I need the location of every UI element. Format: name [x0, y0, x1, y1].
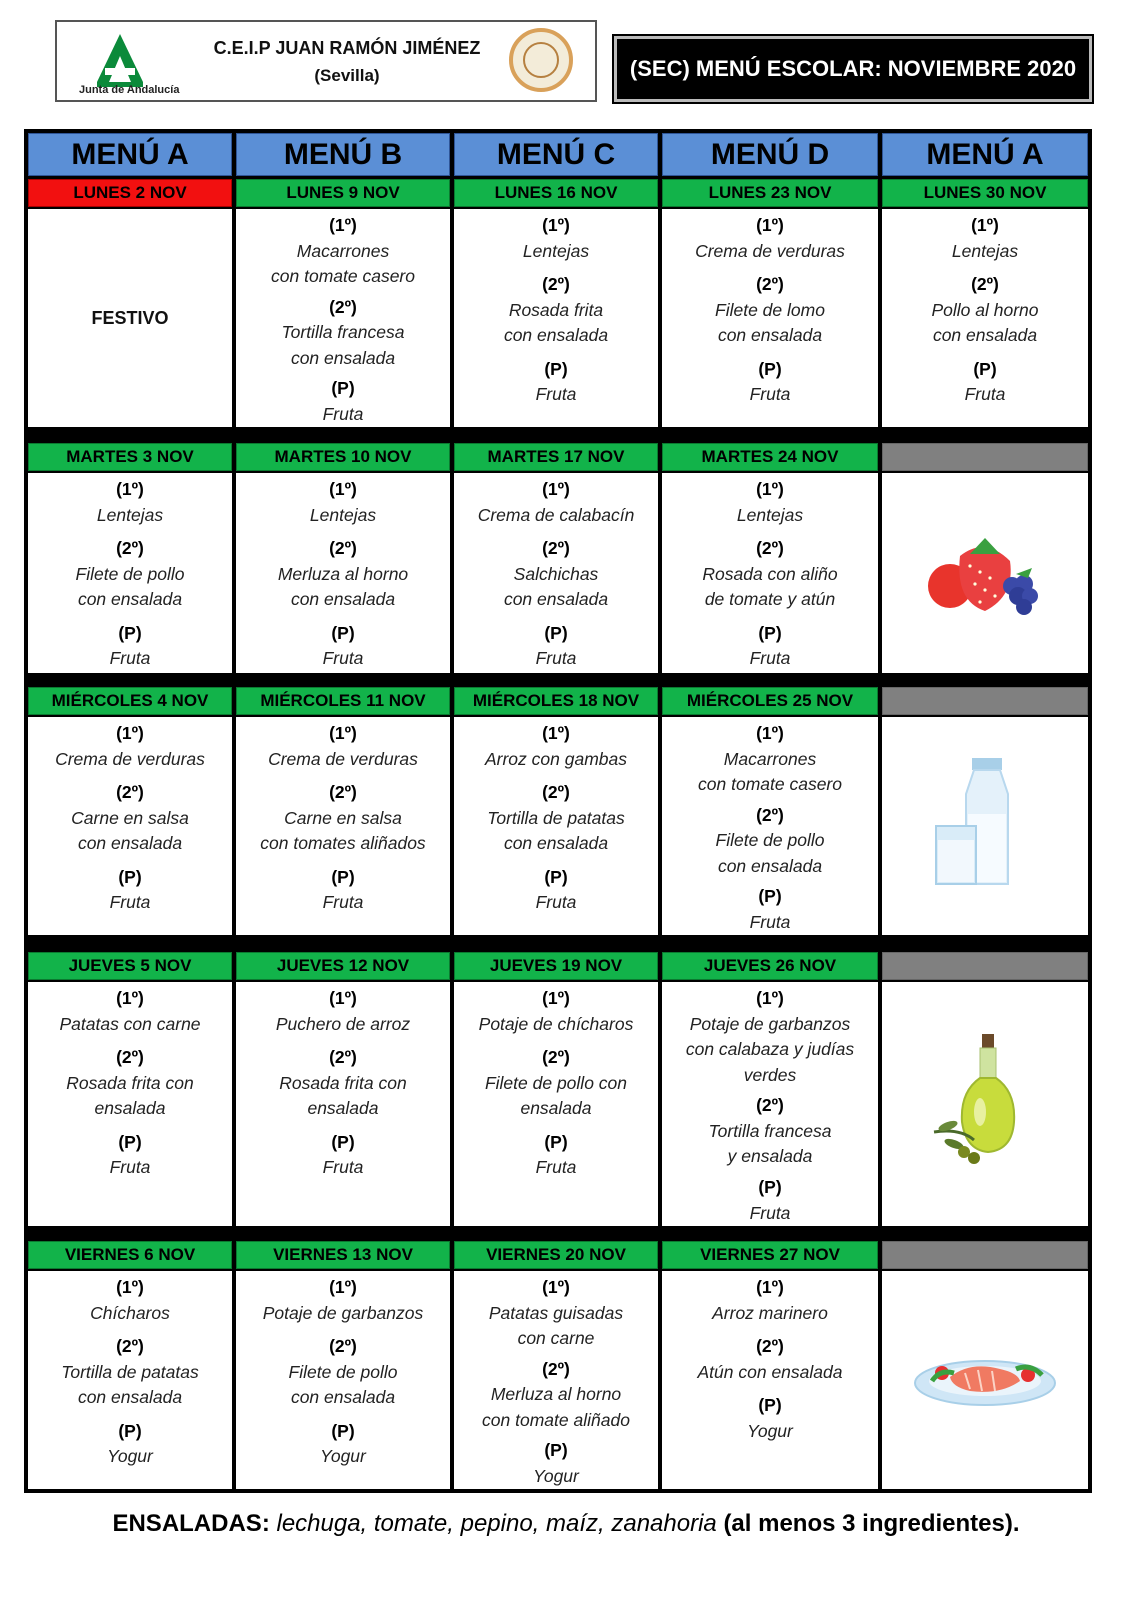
course-label: (2º): [542, 782, 570, 802]
day-header: LUNES 16 NOV: [454, 179, 658, 207]
dish-text: Fruta: [749, 1202, 791, 1223]
course-label: (1º): [329, 215, 357, 235]
course-label: (P): [758, 1177, 782, 1197]
dish-text: Fruta: [535, 892, 577, 912]
dish-text: con ensalada: [290, 589, 396, 609]
dish-text: Tortilla francesa: [281, 322, 405, 342]
dish-text: Salchichas: [513, 563, 599, 584]
course-label: (P): [758, 622, 782, 643]
dish-text: Rosada con aliño: [702, 563, 838, 584]
footer-note: (al menos 3 ingredientes).: [723, 1510, 1020, 1537]
school-city: (Sevilla): [314, 66, 380, 85]
course-label: (2º): [542, 1358, 570, 1379]
logo-caption: Junta de Andalucía: [79, 84, 180, 96]
dish-text: Arroz marinero: [712, 1302, 828, 1323]
day-header: MARTES 10 NOV: [236, 443, 450, 471]
dish-text: Fruta: [322, 1157, 364, 1177]
dish-text: Rosada frita: [508, 299, 604, 320]
course-label: (P): [118, 866, 142, 887]
dish-text: Yogur: [320, 1446, 366, 1466]
day-header: MIÉRCOLES 25 NOV: [662, 687, 878, 715]
dish-text: Macarrones: [296, 240, 390, 261]
dish-text: y ensalada: [727, 1146, 813, 1167]
course-label: (2º): [329, 538, 357, 558]
day-header-empty: [882, 1241, 1088, 1269]
course-label: (1º): [756, 988, 784, 1008]
course-label: (P): [331, 1131, 355, 1152]
course-label: (1º): [116, 479, 144, 499]
course-label: (P): [758, 886, 782, 906]
dish-text: Pollo al horno: [931, 299, 1039, 320]
dish-text: Tortilla de patatas: [61, 1361, 199, 1382]
course-label: (P): [118, 1131, 142, 1152]
course-label: (2º): [329, 1047, 357, 1067]
menu-cell: [454, 473, 658, 673]
day-header: VIERNES 13 NOV: [236, 1241, 450, 1269]
day-header: LUNES 30 NOV: [882, 179, 1088, 207]
dish-text: Potaje de garbanzos: [689, 1013, 851, 1034]
menu-header: MENÚ A: [28, 133, 232, 176]
course-label: (P): [331, 622, 355, 643]
course-label: (P): [758, 358, 782, 379]
dish-text: Filete de pollo: [715, 830, 825, 850]
course-label: (1º): [329, 479, 357, 499]
page-title: (SEC) MENÚ ESCOLAR: NOVIEMBRE 2020: [614, 36, 1092, 102]
course-label: (P): [544, 622, 568, 643]
dish-text: con tomate casero: [271, 266, 415, 286]
course-label: (1º): [756, 479, 784, 499]
dish-text: Fruta: [322, 892, 364, 912]
menu-header: MENÚ D: [662, 133, 878, 176]
dish-text: Tortilla francesa: [708, 1120, 832, 1141]
day-header-empty: [882, 687, 1088, 715]
dish-text: Lentejas: [96, 504, 164, 525]
menu-cell: [454, 209, 658, 427]
course-label: (P): [331, 1420, 355, 1441]
course-label: (2º): [756, 1095, 784, 1116]
course-label: (2º): [542, 274, 570, 294]
dish-text: Lentejas: [309, 504, 377, 525]
milk-icon: [930, 754, 1040, 899]
course-label: (1º): [116, 1277, 144, 1297]
course-label: (2º): [971, 274, 999, 294]
day-header: LUNES 2 NOV: [28, 179, 232, 207]
dish-text: Rosada frita con: [66, 1072, 194, 1093]
menu-cell: [662, 717, 878, 935]
dish-text: Macarrones: [723, 748, 817, 769]
course-label: (2º): [116, 1047, 144, 1067]
menu-cell: [28, 717, 232, 935]
dish-text: Crema de verduras: [55, 748, 205, 769]
dish-text: Yogur: [107, 1446, 153, 1466]
menu-cell: [236, 473, 450, 673]
dish-text: Fruta: [749, 648, 791, 668]
menu-cell: [882, 473, 1088, 673]
dish-text: con ensalada: [77, 1387, 183, 1407]
fruit-icon: [920, 516, 1050, 631]
dish-text: con ensalada: [503, 325, 609, 345]
day-header: MIÉRCOLES 18 NOV: [454, 687, 658, 715]
dish-text: Carne en salsa: [284, 807, 402, 828]
footer-label: ENSALADAS:: [112, 1510, 270, 1537]
dish-text: con ensalada: [503, 589, 609, 609]
day-header: VIERNES 20 NOV: [454, 1241, 658, 1269]
dish-text: con ensalada: [77, 833, 183, 853]
course-label: (2º): [329, 1336, 357, 1356]
course-label: (P): [118, 1420, 142, 1441]
menu-cell: [882, 717, 1088, 935]
course-label: (P): [973, 358, 997, 379]
dish-text: con tomates aliñados: [260, 833, 426, 853]
course-label: (1º): [542, 215, 570, 235]
dish-text: Fruta: [749, 384, 791, 404]
course-label: (2º): [116, 538, 144, 558]
day-header: LUNES 23 NOV: [662, 179, 878, 207]
dish-text: Fruta: [535, 1157, 577, 1177]
dish-text: Yogur: [533, 1465, 579, 1486]
course-label: (P): [544, 358, 568, 379]
course-label: (1º): [756, 215, 784, 235]
course-label: (2º): [756, 804, 784, 825]
course-label: (2º): [116, 782, 144, 802]
course-label: (2º): [329, 296, 357, 317]
dish-text: Fruta: [322, 403, 364, 424]
menu-header: MENÚ C: [454, 133, 658, 176]
menu-cell: [28, 982, 232, 1226]
fish-plate-icon: [910, 1343, 1060, 1418]
dish-text: Tortilla de patatas: [487, 807, 625, 828]
dish-text: con tomate aliñado: [482, 1409, 630, 1430]
dish-text: Arroz con gambas: [484, 748, 627, 769]
dish-text: Fruta: [109, 1157, 151, 1177]
dish-text: con tomate casero: [698, 774, 842, 794]
dish-text: Merluza al horno: [490, 1384, 622, 1404]
menu-header: MENÚ A: [882, 133, 1088, 176]
dish-text: Crema de verduras: [695, 240, 845, 261]
menu-cell: [236, 1271, 450, 1489]
day-header: VIERNES 6 NOV: [28, 1241, 232, 1269]
school-name: C.E.I.P JUAN RAMÓN JIMÉNEZ: [213, 38, 481, 58]
course-label: (1º): [756, 1277, 784, 1297]
dish-text: con carne: [517, 1328, 595, 1348]
dish-text: ensalada: [94, 1098, 166, 1118]
dish-text: ensalada: [520, 1098, 592, 1118]
course-label: (P): [544, 1131, 568, 1152]
dish-text: Lentejas: [951, 240, 1019, 261]
menu-cell: [454, 717, 658, 935]
day-header: JUEVES 26 NOV: [662, 952, 878, 980]
course-label: (2º): [756, 274, 784, 294]
course-label: (P): [544, 866, 568, 887]
olive-oil-icon: [930, 1032, 1040, 1177]
dish-text: con calabaza y judías: [685, 1039, 855, 1059]
course-label: (P): [331, 378, 355, 398]
day-header: MARTES 3 NOV: [28, 443, 232, 471]
menu-cell: [236, 982, 450, 1226]
menu-cell: [236, 717, 450, 935]
menu-cell: [882, 982, 1088, 1226]
dish-text: con ensalada: [503, 833, 609, 853]
dish-text: Filete de pollo: [75, 563, 185, 584]
course-label: (1º): [329, 988, 357, 1008]
dish-text: Potaje de garbanzos: [262, 1302, 424, 1323]
menu-cell: [28, 473, 232, 673]
day-header: JUEVES 5 NOV: [28, 952, 232, 980]
dish-text: Filete de lomo: [715, 299, 825, 320]
course-label: (1º): [542, 723, 570, 743]
menu-cell: [882, 1271, 1088, 1489]
course-label: (1º): [756, 723, 784, 743]
course-label: (1º): [542, 1277, 570, 1297]
dish-text: Fruta: [964, 384, 1006, 404]
course-label: (P): [758, 1395, 782, 1415]
school-header: [55, 20, 597, 102]
course-label: (1º): [542, 479, 570, 499]
course-label: (P): [544, 1440, 568, 1460]
menu-cell: [662, 209, 878, 427]
course-label: (2º): [329, 782, 357, 802]
menu-cell: [662, 473, 878, 673]
dish-text: Fruta: [109, 648, 151, 668]
menu-cell: [236, 209, 450, 427]
dish-text: verdes: [743, 1064, 797, 1085]
dish-text: Fruta: [535, 384, 577, 404]
dish-text: Yogur: [747, 1420, 793, 1441]
menu-cell: [454, 982, 658, 1226]
dish-text: Fruta: [322, 648, 364, 668]
day-header: JUEVES 12 NOV: [236, 952, 450, 980]
menu-cell: [662, 982, 878, 1226]
dish-text: Potaje de chícharos: [478, 1013, 634, 1034]
course-label: (2º): [756, 538, 784, 558]
dish-text: Puchero de arroz: [275, 1013, 411, 1034]
day-header: MARTES 17 NOV: [454, 443, 658, 471]
course-label: (1º): [542, 988, 570, 1008]
menu-cell: [662, 1271, 878, 1489]
course-label: (1º): [116, 988, 144, 1008]
course-label: (1º): [116, 723, 144, 743]
dish-text: Patatas guisadas: [488, 1302, 624, 1323]
menu-cell: [28, 1271, 232, 1489]
dish-text: con ensalada: [717, 855, 823, 876]
course-label: (2º): [756, 1336, 784, 1356]
dish-text: ensalada: [307, 1098, 379, 1118]
dish-text: Filete de pollo con: [484, 1072, 628, 1093]
dish-text: Atún con ensalada: [697, 1361, 843, 1382]
salad-footer: [0, 1510, 1132, 1538]
dish-text: Chícharos: [90, 1302, 170, 1323]
dish-text: Fruta: [535, 648, 577, 668]
dish-text: con ensalada: [290, 1387, 396, 1407]
dish-text: Merluza al horno: [277, 563, 409, 584]
dish-text: de tomate y atún: [704, 589, 836, 609]
dish-text: Patatas con carne: [59, 1013, 201, 1034]
course-label: (1º): [329, 723, 357, 743]
day-header: MARTES 24 NOV: [662, 443, 878, 471]
dish-text: Crema de calabacín: [477, 504, 635, 525]
school-seal-icon: [509, 28, 573, 92]
menu-cell: [882, 209, 1088, 427]
course-label: (2º): [116, 1336, 144, 1356]
day-header-empty: [882, 443, 1088, 471]
day-header-empty: [882, 952, 1088, 980]
course-label: (1º): [329, 1277, 357, 1297]
menu-header: MENÚ B: [236, 133, 450, 176]
dish-text: Crema de verduras: [268, 748, 418, 769]
course-label: (P): [118, 622, 142, 643]
day-header: MIÉRCOLES 4 NOV: [28, 687, 232, 715]
menu-cell: [454, 1271, 658, 1489]
dish-text: con ensalada: [932, 325, 1038, 345]
dish-text: con ensalada: [77, 589, 183, 609]
dish-text: Fruta: [109, 892, 151, 912]
menu-grid: [24, 129, 1092, 1493]
course-label: (P): [331, 866, 355, 887]
dish-text: Fruta: [749, 911, 791, 932]
dish-text: con ensalada: [717, 325, 823, 345]
dish-text: Carne en salsa: [71, 807, 189, 828]
dish-text: con ensalada: [290, 347, 396, 368]
course-label: (1º): [971, 215, 999, 235]
day-header: JUEVES 19 NOV: [454, 952, 658, 980]
footer-items: lechuga, tomate, pepino, maíz, zanahoria: [276, 1510, 717, 1537]
day-header: MIÉRCOLES 11 NOV: [236, 687, 450, 715]
dish-text: Lentejas: [736, 504, 804, 525]
dish-text: Rosada frita con: [279, 1072, 407, 1093]
dish-text: Filete de pollo: [288, 1361, 398, 1382]
dish-text: Lentejas: [522, 240, 590, 261]
day-header: LUNES 9 NOV: [236, 179, 450, 207]
course-label: (2º): [542, 538, 570, 558]
course-label: (2º): [542, 1047, 570, 1067]
festivo-label: FESTIVO: [91, 307, 169, 328]
menu-cell: [28, 209, 232, 427]
day-header: VIERNES 27 NOV: [662, 1241, 878, 1269]
